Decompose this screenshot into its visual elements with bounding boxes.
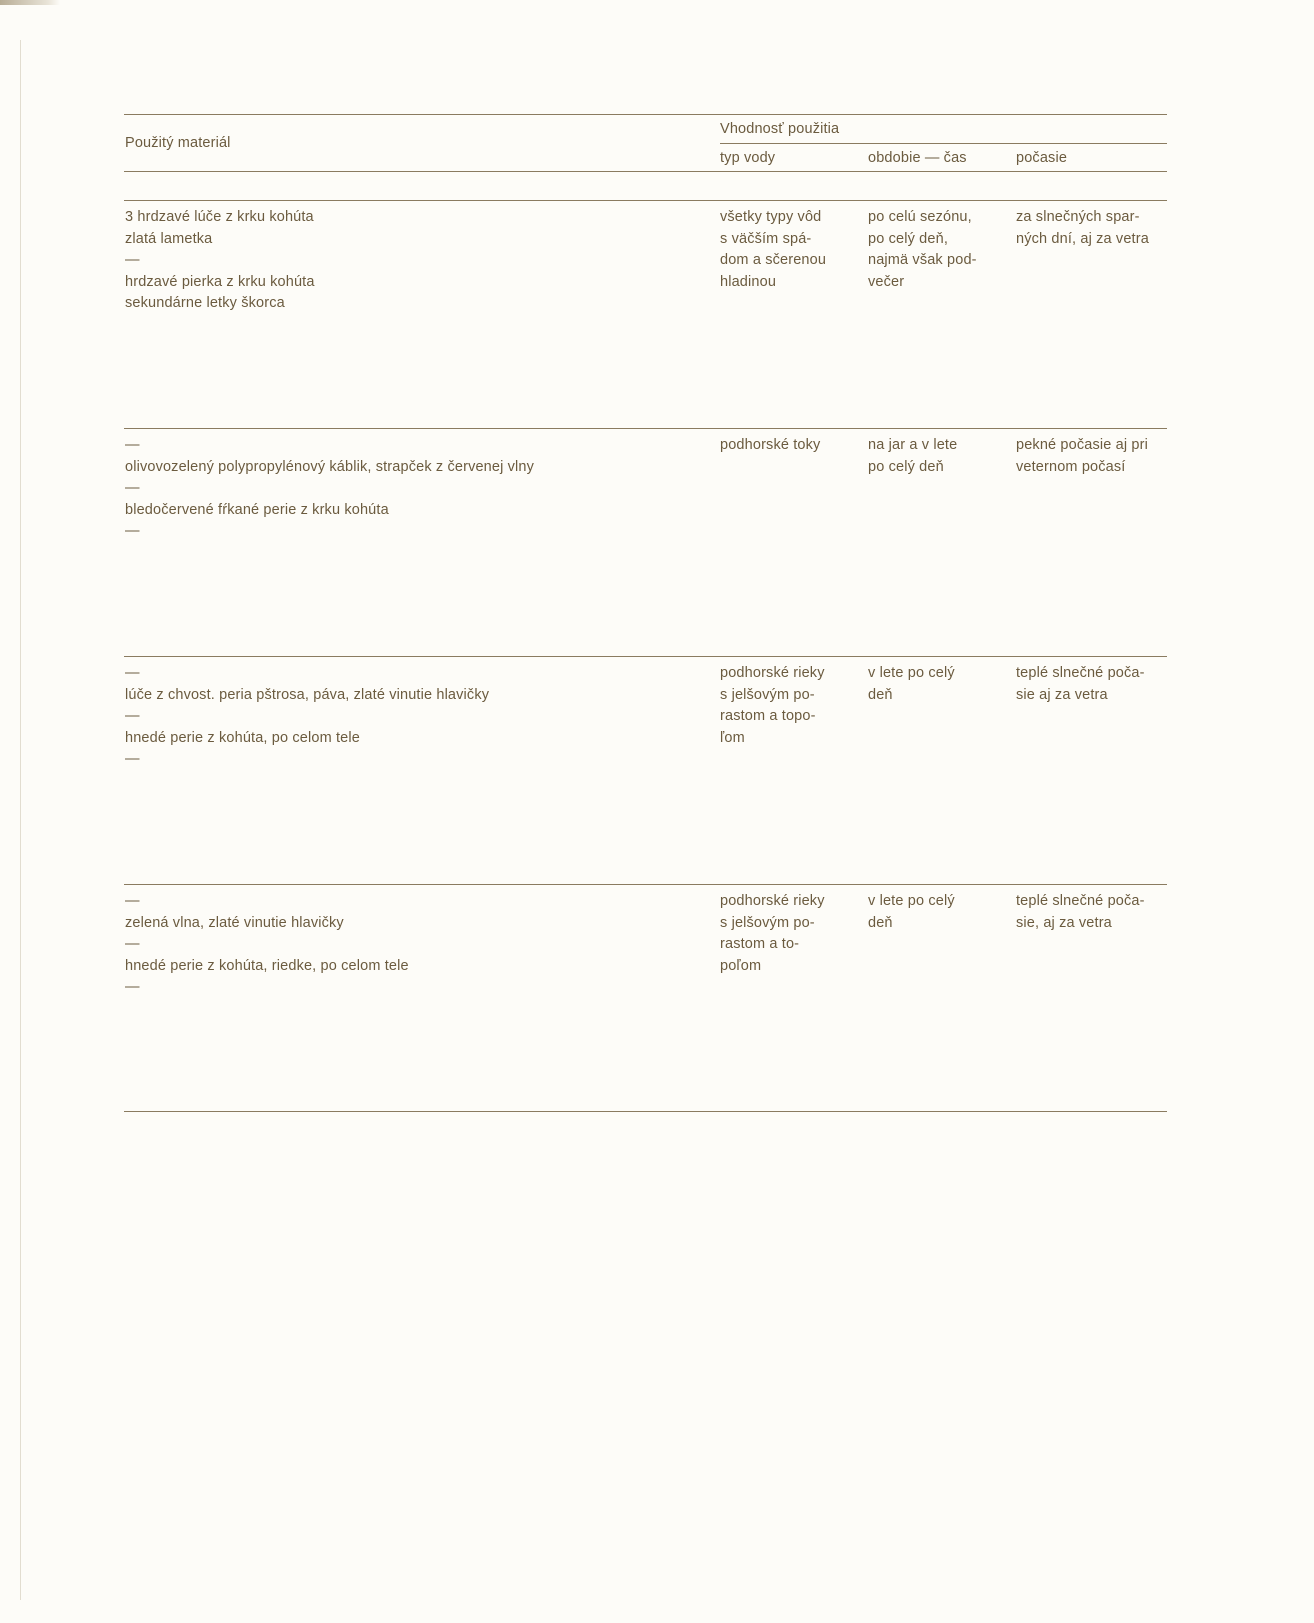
row-3-weather: teplé slnečné poča- sie aj za vetra xyxy=(1016,665,1145,703)
row-2-material: — olivovozelený polypropylénový káblik, strapček z červenej vlny — bledočervené fŕkané perie z krku kohúta — xyxy=(125,437,535,539)
page-corner xyxy=(0,0,60,5)
row-2-water: podhorské toky xyxy=(720,437,821,453)
page-edge xyxy=(20,40,21,1600)
row-2-rule xyxy=(124,428,1167,429)
bottom-rule xyxy=(124,1111,1167,1112)
row-1-material: 3 hrdzavé lúče z krku kohúta zlatá lametka — hrdzavé pierka z krku kohúta sekundárne letky škorca xyxy=(125,209,315,311)
row-4-rule xyxy=(124,884,1167,885)
top-rule xyxy=(124,114,1167,115)
row-3-material: — lúče z chvost. peria pštrosa, páva, zlaté vinutie hlavičky — hnedé perie z kohúta, po celom tele — xyxy=(125,665,490,767)
row-1-weather: za slnečných spar- ných dní, aj za vetra xyxy=(1016,209,1149,247)
header-sub-rule xyxy=(720,143,1167,144)
header-season-time: obdobie — čas xyxy=(868,150,967,166)
row-4-material: — zelená vlna, zlaté vinutie hlavičky — hnedé perie z kohúta, riedke, po celom tele — xyxy=(125,893,409,995)
row-3-season: v lete po celý deň xyxy=(868,665,955,703)
header-material: Použitý materiál xyxy=(125,135,231,151)
row-3-rule xyxy=(124,656,1167,657)
row-4-weather: teplé slnečné poča- sie, aj za vetra xyxy=(1016,893,1145,931)
header-bottom-rule xyxy=(124,171,1167,172)
header-suitability: Vhodnosť použitia xyxy=(720,121,840,137)
row-1-season: po celú sezónu, po celý deň, najmä však pod- večer xyxy=(868,209,977,290)
row-3-water: podhorské rieky s jelšovým po- rastom a topo- ľom xyxy=(720,665,825,746)
row-4-water: podhorské rieky s jelšovým po- rastom a to- poľom xyxy=(720,893,825,974)
row-4-season: v lete po celý deň xyxy=(868,893,955,931)
row-2-season: na jar a v lete po celý deň xyxy=(868,437,958,475)
header-water-type: typ vody xyxy=(720,150,776,166)
row-1-water: všetky typy vôd s väčším spá- dom a sčerenou hladinou xyxy=(720,209,827,290)
row-1-rule xyxy=(124,200,1167,201)
header-weather: počasie xyxy=(1016,150,1068,166)
row-2-weather: pekné počasie aj pri veternom počasí xyxy=(1016,437,1148,475)
